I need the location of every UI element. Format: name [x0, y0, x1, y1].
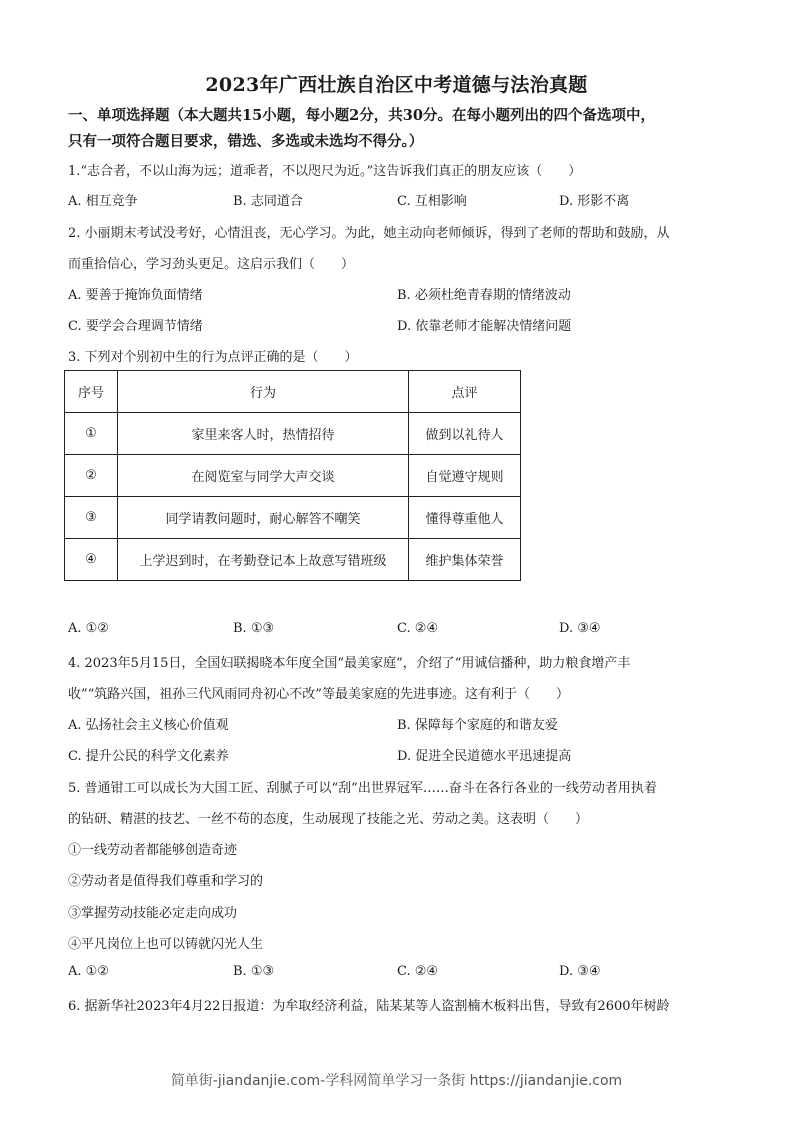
header-number: 序号 — [65, 371, 118, 413]
question-4-option-b: B. 保障每个家庭的和谐友爱 — [397, 718, 558, 733]
row-behavior: 在阅览室与同学大声交谈 — [118, 455, 409, 497]
section-heading-line1: 一、单项选择题（本大题共15小题，每小题2分，共30分。在每小题列出的四个备选项中， — [68, 107, 655, 124]
question-3-option-d: D. ③④ — [559, 621, 601, 636]
question-5-statement-3: ③掌握劳动技能必定走向成功 — [68, 906, 238, 921]
question-2-stem-line1: 2. 小丽期末考试没考好，心情沮丧，无心学习。为此，她主动向老师倾诉，得到了老师的帮助和鼓励，从 — [68, 226, 670, 241]
footer-watermark: 简单街-jiandanjie.com-学科网简单学习一条街 https://jiandanjie.com — [170, 1073, 623, 1089]
question-5-stem-line1: 5. 普通钳工可以成长为大国工匠、刮腻子可以“刮”出世界冠军……奋斗在各行各业的一线劳动者用执着 — [68, 781, 657, 796]
question-3-option-a: A. ①② — [68, 621, 109, 636]
question-4-stem-line1: 4. 2023年5月15日，全国妇联揭晓本年度全国“最美家庭”，介绍了“用诚信播种，助力粮食增产丰 — [68, 656, 631, 671]
question-3-option-b: B. ①③ — [233, 621, 275, 636]
question-2-option-d: D. 依靠老师才能解决情绪问题 — [397, 319, 572, 334]
question-5-option-d: D. ③④ — [559, 964, 601, 979]
header-review: 点评 — [409, 371, 521, 413]
question-2-stem-line2: 而重拾信心，学习劲头更足。这启示我们（ ） — [68, 257, 355, 272]
question-4-option-a: A. 弘扬社会主义核心价值观 — [68, 718, 229, 733]
question-6-stem-line1: 6. 据新华社2023年4月22日报道：为牟取经济利益，陆某某等人盗割楠木板料出售，导致有2600年树龄 — [68, 999, 670, 1014]
question-1-option-d: D. 形影不离 — [559, 194, 630, 209]
question-5-option-c: C. ②④ — [397, 964, 439, 979]
row-number: ① — [65, 413, 118, 455]
table-row — [65, 455, 521, 497]
row-number: ② — [65, 455, 118, 497]
question-4-option-c: C. 提升公民的科学文化素养 — [68, 749, 229, 764]
row-number: ④ — [65, 539, 118, 581]
question-1-option-c: C. 互相影响 — [397, 194, 467, 209]
question-1-option-b: B. 志同道合 — [233, 194, 303, 209]
row-review: 自觉遵守规则 — [409, 455, 521, 497]
question-5-option-b: B. ①③ — [233, 964, 275, 979]
table-row — [65, 539, 521, 581]
question-5-option-a: A. ①② — [68, 964, 109, 979]
row-review: 做到以礼待人 — [409, 413, 521, 455]
table-row — [65, 497, 521, 539]
table-header-row — [65, 371, 521, 413]
question-2-option-c: C. 要学会合理调节情绪 — [68, 319, 203, 334]
row-review: 懂得尊重他人 — [409, 497, 521, 539]
question-4-option-d: D. 促进全民道德水平迅速提高 — [397, 749, 572, 764]
table-row — [65, 413, 521, 455]
question-4-stem-line2: 收”“筑路兴国，祖孙三代风雨同舟初心不改”等最美家庭的先进事迹。这有利于（ ） — [68, 687, 569, 702]
page-title: 2023年广西壮族自治区中考道德与法治真题 — [205, 74, 588, 96]
row-behavior: 同学请教问题时，耐心解答不嘲笑 — [118, 497, 409, 539]
question-1-option-a: A. 相互竞争 — [68, 194, 138, 209]
row-number: ③ — [65, 497, 118, 539]
question-3-option-c: C. ②④ — [397, 621, 439, 636]
question-5-statement-2: ②劳动者是值得我们尊重和学习的 — [68, 874, 264, 889]
row-behavior: 家里来客人时，热情招待 — [118, 413, 409, 455]
section-heading-line2: 只有一项符合题目要求，错选、多选或未选均不得分。） — [68, 133, 424, 150]
question-5-statement-1: ①一线劳动者都能够创造奇迹 — [68, 843, 238, 858]
header-behavior: 行为 — [118, 371, 409, 413]
question-3-stem: 3. 下列对个别初中生的行为点评正确的是（ ） — [68, 350, 358, 365]
question-1-stem: 1.“志合者，不以山海为远；道乖者，不以咫尺为近。”这告诉我们真正的朋友应该（ ） — [68, 164, 582, 179]
behavior-review-table — [64, 370, 521, 581]
row-review: 维护集体荣誉 — [409, 539, 521, 581]
question-5-stem-line2: 的钻研、精湛的技艺、一丝不苟的态度，生动展现了技能之光、劳动之美。这表明（ ） — [68, 812, 589, 827]
question-2-option-a: A. 要善于掩饰负面情绪 — [68, 288, 203, 303]
question-2-option-b: B. 必须杜绝青春期的情绪波动 — [397, 288, 571, 303]
row-behavior: 上学迟到时，在考勤登记本上故意写错班级 — [118, 539, 409, 581]
question-5-statement-4: ④平凡岗位上也可以铸就闪光人生 — [68, 937, 264, 952]
